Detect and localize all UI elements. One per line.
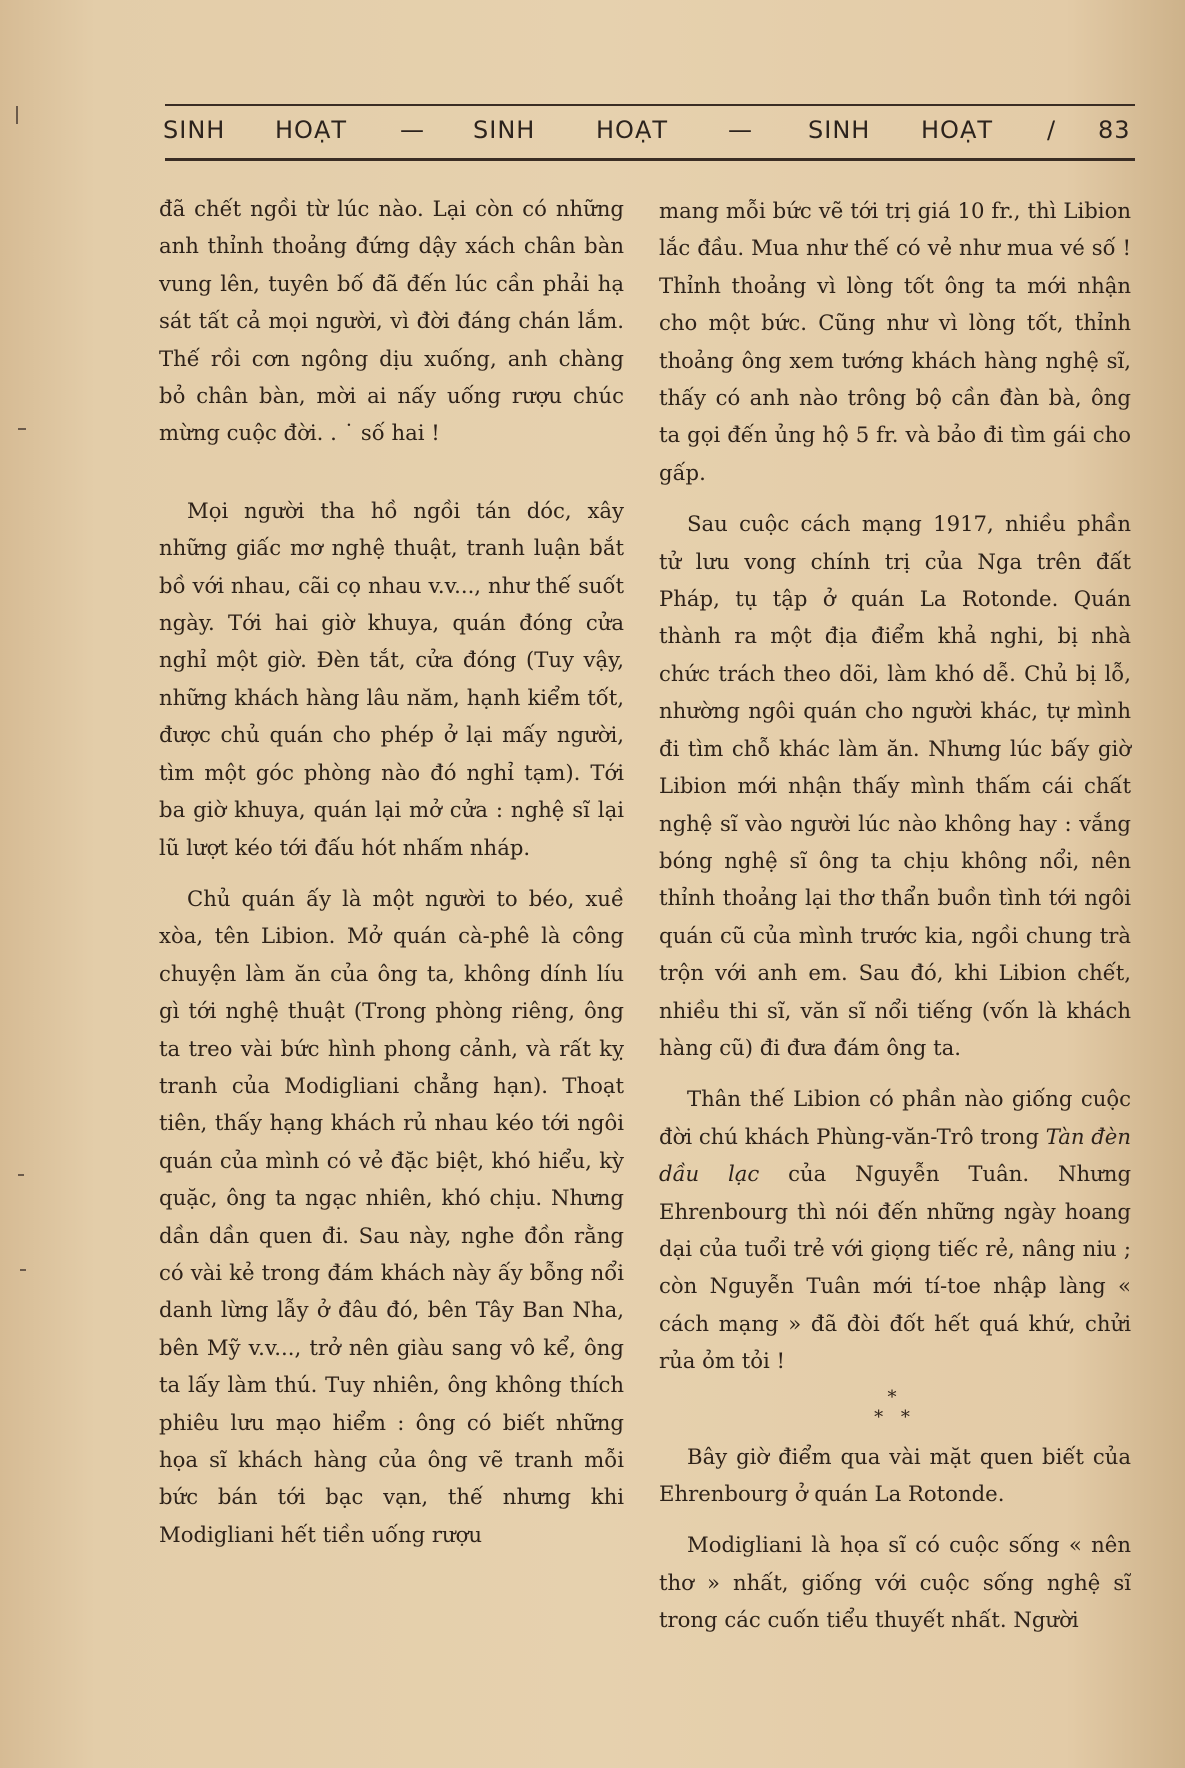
paragraph <box>659 1080 1131 1379</box>
margin-mark <box>20 1269 26 1271</box>
header-dash: — <box>728 116 753 144</box>
book-title: Tàn đèn dầu lạc <box>659 1123 1131 1187</box>
separator-star: * <box>887 1386 903 1408</box>
header-word: SINH <box>163 116 226 144</box>
paragraph: Sau cuộc cách mạng 1917, nhiều phần tử lưu vong chính trị của Nga trên đất Pháp, tụ tập ở quán La Rotonde. Quán thành ra một địa điểm khả nghi, bị nhà chức trách theo dõi, làm khó dễ. Chủ bị lỗ, nhường ngôi quán cho người khác, tự mình đi tìm chỗ khác làm ăn. Nhưng lúc bấy giờ Libion mới nhận thấy mình thấm cái chất nghệ sĩ vào người lúc nào không hay : vắng bóng nghệ sĩ ông ta chịu không nổi, nên thỉnh thoảng lại thơ thẩn buồn tình tới ngôi quán cũ của mình trước kia, ngồi chung trà trộn với anh em. Sau đó, khi Libion chết, nhiều thi sĩ, văn sĩ nổi tiếng (vốn là khách hàng cũ) đi đưa đám ông ta. <box>659 511 1131 1060</box>
header-word: SINH <box>808 116 871 144</box>
header-word: HOẠT <box>921 116 994 144</box>
paragraph-gap <box>159 866 624 880</box>
header-slash: / <box>1047 116 1057 144</box>
page-number: 83 <box>1098 116 1131 144</box>
paragraph-gap <box>659 1066 1131 1080</box>
margin-mark <box>18 1174 24 1176</box>
header-top-rule <box>165 104 1135 106</box>
paragraph: đã chết ngồi từ lúc nào. Lại còn có những anh thỉnh thoảng đứng dậy xách chân bàn vung lên, tuyên bố đã đến lúc cần phải hạ sát tất cả mọi người, vì đời đáng chán lắm. Thế rồi cơn ngông dịu xuống, anh chàng bỏ chân bàn, mời ai nấy uống rượu chúc mừng cuộc đời. . ˙ số hai ! <box>159 196 624 446</box>
paragraph-gap <box>159 452 624 492</box>
header-word: HOẠT <box>275 116 348 144</box>
left-column <box>159 190 624 1553</box>
header-word: SINH <box>473 116 536 144</box>
right-column <box>659 192 1131 1639</box>
paragraph: Mọi người tha hồ ngồi tán dóc, xây những giấc mơ nghệ thuật, tranh luận bắt bồ với nhau, cãi cọ nhau v.v..., như thế suốt ngày. Tới hai giờ khuya, quán đóng cửa nghỉ một giờ. Đèn tắt, cửa đóng (Tuy vậy, những khách hàng lâu năm, hạnh kiểm tốt, được chủ quán cho phép ở lại mấy người, tìm một góc phòng nào đó nghỉ tạm). Tới ba giờ khuya, quán lại mở cửa : nghệ sĩ lại lũ lượt kéo tới đấu hót nhấm nháp. <box>159 497 624 860</box>
margin-mark <box>16 106 18 124</box>
paragraph: Chủ quán ấy là một người to béo, xuề xòa, tên Libion. Mở quán cà-phê là công chuyện làm ăn của ông ta, không dính líu gì tới nghệ thuật (Trong phòng riêng, ông ta treo vài bức hình phong cảnh, và rất kỵ tranh của Modigliani chẳng hạn). Thoạt tiên, thấy hạng khách rủ nhau kéo tới ngôi quán của mình có vẻ đặc biệt, khó hiểu, kỳ quặc, ông ta ngạc nhiên, khó chịu. Nhưng dần dần quen đi. Sau này, nghe đồn rằng có vài kẻ trong đám khách này ấy bỗng nổi danh lừng lẫy ở đâu đó, bên Tây Ban Nha, bên Mỹ v.v..., trở nên giàu sang vô kể, ông ta lấy làm thú. Tuy nhiên, ông không thích phiêu lưu mạo hiểm : ông có biết những họa sĩ khách hàng của ông vẽ tranh mỗi bức bán tới bạc vạn, thế nhưng khi Modigliani hết tiền uống rượu <box>159 885 624 1547</box>
text-run: của Nguyễn Tuân. Nhưng Ehrenbourg thì nói đến những ngày hoang dại của tuổi trẻ với giọng tiếc rẻ, nâng niu ; còn Nguyễn Tuân mới tí-toe nhập làng « cách mạng » đã đòi đốt hết quá khứ, chửi rủa ỏm tỏi ! <box>659 1161 1132 1374</box>
paragraph: Bây giờ điểm qua vài mặt quen biết của Ehrenbourg ở quán La Rotonde. <box>659 1443 1131 1506</box>
paragraph-gap <box>659 1512 1131 1526</box>
header-word: HOẠT <box>596 116 669 144</box>
section-separator <box>659 1388 1131 1428</box>
paragraph: mang mỗi bức vẽ tới trị giá 10 fr., thì Libion lắc đầu. Mua như thế có vẻ như mua vé số ! Thỉnh thoảng vì lòng tốt ông ta mới nhận cho một bức. Cũng như vì lòng tốt, thỉnh thoảng ông xem tướng khách hàng nghệ sĩ, thấy có anh nào trông bộ cần đàn bà, ông ta gọi đến ủng hộ 5 fr. và bảo đi tìm gái cho gấp. <box>659 198 1131 485</box>
text-run: Thân thế Libion có phần nào giống cuộc đời chú khách Phùng-văn-Trô trong <box>659 1086 1131 1149</box>
margin-mark <box>18 428 26 430</box>
running-header <box>163 112 1135 152</box>
separator-stars: * * <box>874 1406 916 1428</box>
paragraph: Modigliani là họa sĩ có cuộc sống « nên thơ » nhất, giống với cuộc sống nghệ sĩ trong các cuốn tiểu thuyết nhất. Người <box>659 1532 1131 1633</box>
paragraph-gap <box>659 491 1131 505</box>
header-bottom-rule <box>165 158 1135 161</box>
header-dash: — <box>400 116 425 144</box>
